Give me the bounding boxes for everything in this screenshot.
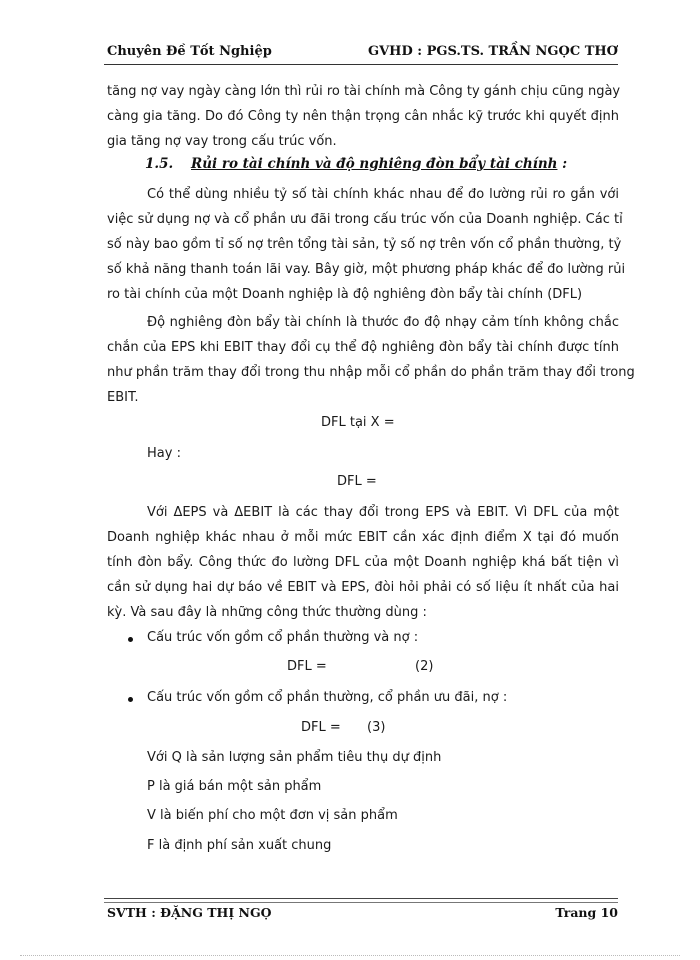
header-title: Chuyên Đề Tốt Nghiệp [107,44,272,59]
equation-number-2: (2) [415,659,434,674]
footer-author: SVTH : ĐẶNG THỊ NGỌ [107,905,272,920]
paragraph-line: Có thể dùng nhiều tỷ số tài chính khác nhau để đo lường rủi ro gắn với [147,187,619,202]
paragraph-line: như phần trăm thay đổi trong thu nhập mỗi cổ phần do phần trăm thay đổi trong [107,365,635,380]
definition-line: F là định phí sản xuất chung [147,838,332,853]
bullet-item: Cấu trúc vốn gồm cổ phần thường và nợ : [147,630,419,645]
paragraph-line: cần sử dụng hai dự báo về EBIT và EPS, đòi hỏi phải có số liệu ít nhất của hai [107,580,619,595]
paragraph-line: Doanh nghiệp khác nhau ở mỗi mức EBIT cần xác định điểm X tại đó muốn [107,530,619,545]
header-divider [104,64,618,65]
intro-line: tăng nợ vay ngày càng lớn thì rủi ro tài chính mà Công ty gánh chịu cũng ngày [107,84,621,99]
formula-dfl-at-x: DFL tại X = [321,415,395,430]
page-edge [20,955,680,956]
equation-number-3: (3) [367,720,386,735]
intro-line: gia tăng nợ vay trong cấu trúc vốn. [107,134,337,149]
section-suffix: : [557,156,568,172]
paragraph-line: tính đòn bẩy. Công thức đo lường DFL của một Doanh nghiệp khá bất tiện vì [107,555,619,570]
paragraph-line: ro tài chính của một Doanh nghiệp là độ nghiêng đòn bẩy tài chính (DFL) [107,287,583,302]
paragraph-line: Với ΔEPS và ΔEBIT là các thay đổi trong EPS và EBIT. Vì DFL của một [147,505,619,520]
section-title: Rủi ro tài chính và độ nghiêng đòn bẩy tài chính [191,156,558,172]
intro-line: càng gia tăng. Do đó Công ty nên thận trọng cân nhắc kỹ trước khi quyết định [107,109,619,124]
paragraph-line: kỳ. Và sau đây là những công thức thường dùng : [107,605,427,620]
definition-line: Với Q là sản lượng sản phẩm tiêu thụ dự định [147,750,442,765]
definition-line: P là giá bán một sản phẩm [147,779,322,794]
bullet-icon [128,637,133,642]
paragraph-line: chắn của EPS khi EBIT thay đổi cụ thể độ nghiêng đòn bẩy tài chính được tính [107,340,619,355]
paragraph-line: số này bao gồm tỉ số nợ trên tổng tài sản, tỷ số nợ trên vốn cổ phần thường, tỷ [107,237,622,252]
header-advisor: GVHD : PGS.TS. TRẦN NGỌC THƠ [367,44,618,59]
section-number: 1.5. [145,156,174,172]
hay-label: Hay : [147,446,181,461]
bullet-item: Cấu trúc vốn gồm cổ phần thường, cổ phần ưu đãi, nợ : [147,690,508,705]
formula-dfl-2: DFL = [287,659,327,674]
footer-divider-thin [104,902,618,903]
definition-line: V là biến phí cho một đơn vị sản phẩm [147,808,398,823]
formula-dfl: DFL = [337,474,377,489]
page-number: Trang 10 [555,905,618,920]
paragraph-line: việc sử dụng nợ và cổ phần ưu đãi trong cấu trúc vốn của Doanh nghiệp. Các tỉ [107,212,623,227]
paragraph-line: số khả năng thanh toán lãi vay. Bây giờ, một phương pháp khác để đo lường rủi [107,262,626,277]
formula-dfl-3: DFL = [301,720,341,735]
footer-divider [104,898,618,899]
paragraph-line: Độ nghiêng đòn bẩy tài chính là thước đo độ nhạy cảm tính không chắc [147,315,619,330]
paragraph-line: EBIT. [107,390,139,405]
bullet-icon [128,697,133,702]
section-heading [145,156,567,172]
